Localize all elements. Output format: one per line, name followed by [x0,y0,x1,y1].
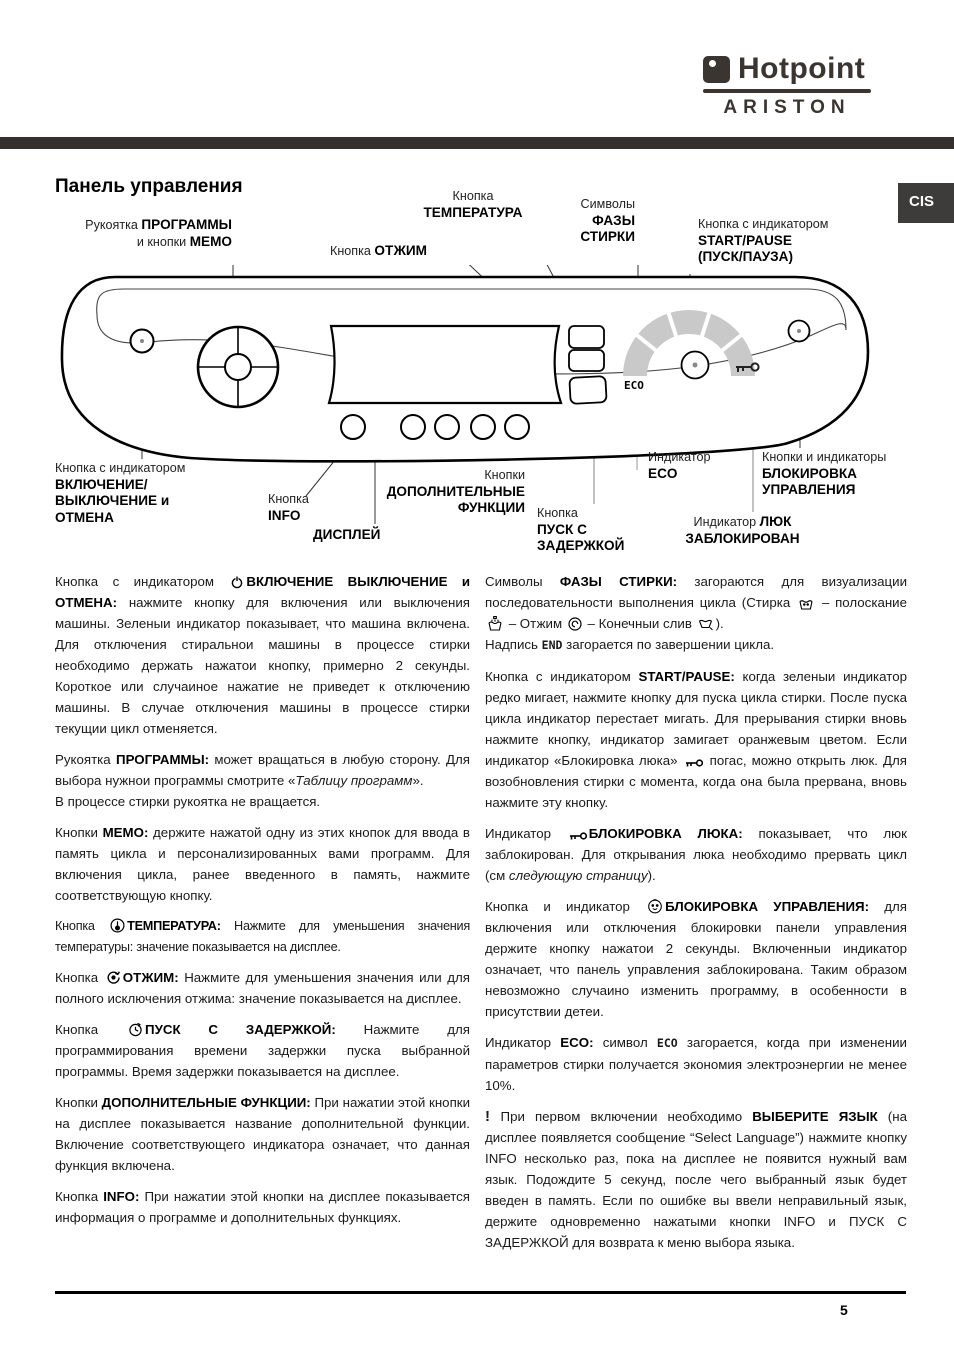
temperature-icon [110,918,125,933]
label-term: ЗАДЕРЖКОЙ [537,538,625,553]
program-knob-drawing [198,327,278,407]
paragraph-lead: Кнопка с индикатором [485,669,639,684]
paragraph-info [55,1186,470,1228]
left-column [55,571,470,1263]
label-program-knob [36,217,232,250]
label-temperature-button [412,189,534,221]
brand-ariston: ARISTON [723,97,851,118]
function-button-drawing [471,415,495,439]
label-start-pause [698,217,878,266]
paragraph-select-language [485,1106,907,1253]
label-term: УПРАВЛЕНИЯ [762,482,856,497]
paragraph-term: ОТЖИМ: [122,970,185,985]
paragraph-body: В процессе стирки рукоятка не вращается. [55,794,321,809]
label-wash-phases [550,197,635,246]
paragraph-term: БЛОКИРОВКА УПРАВЛЕНИЯ: [665,899,885,914]
paragraph-delayed-start [55,1019,470,1082]
paragraph-onoff [55,571,470,739]
paragraph-lead: Кнопка [55,1189,104,1204]
key-icon [569,831,587,841]
label-text: и кнопки [136,234,190,249]
label-text: Кнопки и индикаторы [762,450,887,464]
paragraph-body: – полоскание [816,595,908,610]
label-term: ДОПОЛНИТЕЛЬНЫЕ [386,483,525,499]
label-term: ОТМЕНА [55,509,114,525]
paragraph-body: ». [412,773,424,788]
label-extra-functions [385,468,525,517]
label-text: Кнопка [537,506,578,520]
paragraph-italic: следующую страницу [508,868,648,883]
label-text: Символы [580,197,635,211]
paragraph-body: нажмите кнопку для включения или выключения машины. Зеленыи индикатор показывает, что машина включена. Для отключения стиральнои машины в процессе стирки необходимо держать нажатои кнопку, примерно 2 секунды. Короткое или случаиное нажатие не приведет к отключению машины. В случае отключения машины в процессе стирки текущии цикл отменяется. [55,595,471,736]
hotpoint-square-icon [703,56,730,83]
paragraph-term: ФАЗЫ СТИРКИ: [559,574,695,589]
label-text: Индикатор [648,450,711,464]
label-term: СТИРКИ [580,229,635,244]
paragraph-term: INFO: [103,1189,145,1204]
label-display [313,527,380,544]
paragraph-eco [485,1032,907,1096]
label-text: Рукоятка [85,218,142,232]
paragraph-term: START/PAUSE: [638,669,743,684]
page-title: Панель управления [55,176,243,197]
paragraph-italic: Таблицу программ [295,773,413,788]
paragraph-start-pause [485,666,907,813]
paragraph-body: – Конечныи слив [583,616,696,631]
paragraph-term: ТЕМПЕРАТУРА: [127,919,235,933]
function-button-drawing [401,415,425,439]
right-column [485,571,907,1263]
header-band [0,137,954,149]
label-term: БЛОКИРОВКА [762,465,858,481]
paragraph-spin [55,967,470,1009]
spin-button-drawing [569,350,604,371]
function-button-drawing [505,415,529,439]
paragraph-body: Нажмите для программирования времени задержки пуска выбранной программы. Время задержки показывается на дисплее. [55,1022,470,1079]
paragraph-lead: Кнопки [55,825,103,840]
label-info-button [268,492,309,524]
paragraph-door-lock [485,823,907,886]
label-text: Кнопка [268,492,309,506]
label-term: ЛЮК [759,514,792,529]
paragraph-lead: Индикатор [485,826,567,841]
paragraph-body: символ [602,1035,657,1050]
logo-divider [703,89,871,93]
label-text: Кнопка с индикатором [698,217,829,231]
paragraph-body: держите нажатой одну из этих кнопок для ввода в память цикла и персонализированных вами программ. Для включения цикла, ранее введенного в память, нажмите соответствующую кнопку. [55,825,470,903]
paragraph-body: ). [647,868,656,883]
footer-rule [55,1291,906,1294]
body-text [55,571,907,1263]
label-term: ПУСК С [537,521,587,537]
paragraph-body: для включения или отключения блокировки панели управления держите кнопку нажатои 2 секунды. Включенныи индикатор означает, что панель управления заблокирована. Таким образом невозможно случаино изменить программу, в особенности в присутствии детеи. [485,899,907,1019]
display-word-end: END [541,638,563,652]
note-exclamation: ! [485,1108,501,1125]
label-text: Индикатор [693,515,760,529]
paragraph-body: (на дисплее появляется сообщение “Select Language”) нажмите кнопку INFO несколько раз, пока на дисплее не появится нужный вам язык. Подождите 5 секунд, после чего выбранный язык будет введен в память. Если по ошибке вы ввели неправильный язык, держите одновременно нажатыми кнопки INFO и ПУСК С ЗАДЕРЖКОЙ для возврата к меню выбора языка. [485,1109,907,1250]
label-eco-indicator [648,450,711,482]
power-icon [230,575,244,589]
label-text: Кнопка [330,244,375,258]
eco-indicator-text: ECO [624,379,644,392]
label-term: ТЕМПЕРАТУРА [423,204,523,220]
paragraph-temperature [55,916,470,957]
paragraph-body: загорается по завершении цикла. [562,637,775,652]
brand-logo [703,52,871,119]
label-text: Кнопки [484,468,525,482]
label-term: ВЫКЛЮЧЕНИЕ и [55,493,170,508]
paragraph-term: ВЫБЕРИТЕ ЯЗЫК [752,1109,878,1124]
display-word-eco: ECO [656,1036,678,1050]
paragraph-body: может вращаться в любую сторону. Для выбора нужнои программы смотрите « [55,752,470,788]
paragraph-lead: Кнопка с индикатором [55,574,229,589]
paragraph-body: ). [715,616,724,631]
paragraph-term: ECO: [560,1035,603,1050]
paragraph-term: ДОПОЛНИТЕЛЬНЫЕ ФУНКЦИИ: [101,1095,315,1110]
label-term: ПРОГРАММЫ [141,217,232,232]
label-text: Кнопка [452,189,494,203]
paragraph-memo [55,822,470,906]
label-control-lock [762,450,917,499]
label-spin-button [330,243,427,260]
paragraph-lead: Кнопка [55,919,109,933]
label-delayed-start [537,506,657,555]
spin-icon [106,970,121,985]
label-term: ECO [648,465,678,481]
label-term: ДИСПЛЕЙ [313,527,381,542]
paragraph-term: MEMO: [102,825,154,840]
paragraph-term: БЛОКИРОВКА ЛЮКА: [588,826,759,841]
brand-hotpoint: Hotpoint [738,52,866,85]
display-drawing [329,326,561,403]
paragraph-body: При нажатии этой кнопки на дисплее показывается название дополнительной функции. Включение соответствующего индикатора означает, что данная функция включена. [55,1095,471,1173]
label-onoff-button [55,461,265,526]
label-term: INFO [268,507,301,523]
paragraph-lead: Символы [485,574,560,589]
paragraph-body: загораются для визуализации последовательности выполнения цикла (Стирка [485,574,908,610]
paragraph-lead: Кнопка и индикатор [485,899,646,914]
label-term: ФУНКЦИИ [457,500,525,515]
child-lock-icon [647,898,663,914]
region-badge: CIS [898,183,954,223]
paragraph-body: При нажатии этой кнопки на дисплее показывается информация о программе и дополнительных функциях. [55,1189,470,1225]
wash-phase-icon [798,597,814,610]
paragraph-control-lock [485,896,907,1022]
function-button-drawing [435,415,459,439]
paragraph-term: ВКЛЮЧЕНИЕ ВЫКЛЮЧЕНИЕ и ОТМЕНА: [55,574,471,610]
paragraph-body: Нажмите для уменьшения значения температуры: значение показывается на дисплее. [55,919,470,954]
rinse-phase-icon [487,616,503,631]
label-term: ЗАБЛОКИРОВАН [685,530,800,546]
paragraph-body: когда зеленыи индикатор редко мигает, нажмите кнопку для пуска цикла стирки. После пуска цикла индикатор перестает мигать. Для прерывания стирки вновь нажмите кнопку, индикатор замигает оранжевым цветом. Если индикатор «Блокировка люка» [485,669,907,768]
paragraph-body: загорается, когда при изменении параметров стирки получается экономия электроэнергии не менее 10%. [485,1035,907,1093]
paragraph-lead: Индикатор [485,1035,561,1050]
page-number: 5 [840,1302,848,1318]
label-term: START/PAUSE [698,232,792,248]
paragraph-body: показывает, что люк заблокирован. Для открывания люка необходимо прервать цикл (см [485,826,907,883]
paragraph-lead: Кнопки [55,1095,102,1110]
paragraph-wash-phases [485,571,907,656]
paragraph-body: Надпись [485,637,542,652]
paragraph-lead: Рукоятка [55,752,117,767]
temperature-button-drawing [569,326,604,348]
label-term: ОТЖИМ [374,243,428,258]
paragraph-extra-functions [55,1092,470,1176]
label-term: MEMO [189,233,232,249]
paragraph-body: Нажмите для уменьшения значения или для полного исключения отжима: значение показывается на дисплее. [55,970,470,1006]
label-term: ФАЗЫ [592,212,635,228]
paragraph-body: При первом включении необходимо [500,1109,753,1124]
delay-button-drawing [569,376,606,404]
label-term: (ПУСК/ПАУЗА) [698,249,794,264]
paragraph-knob [55,749,470,812]
paragraph-lead: Кнопка [55,1022,127,1037]
label-door-locked [650,514,835,547]
paragraph-term: ПРОГРАММЫ: [116,752,215,767]
delayed-start-icon [128,1022,143,1037]
label-text: Кнопка с индикатором [55,461,186,475]
info-button-drawing [341,415,365,439]
label-term: ВКЛЮЧЕНИЕ/ [55,476,148,492]
key-icon [685,758,703,768]
paragraph-term: ПУСК С ЗАДЕРЖКОЙ: [145,1022,364,1037]
paragraph-lead: Кнопка [55,970,104,985]
paragraph-body: погас, можно открыть люк. Для возобновления стирки с момента, когда она была прервана, вновь нажмите эту кнопку. [485,753,907,810]
drain-phase-icon [698,618,714,631]
spin-phase-icon [568,617,582,631]
paragraph-body: – Отжим [505,616,566,631]
